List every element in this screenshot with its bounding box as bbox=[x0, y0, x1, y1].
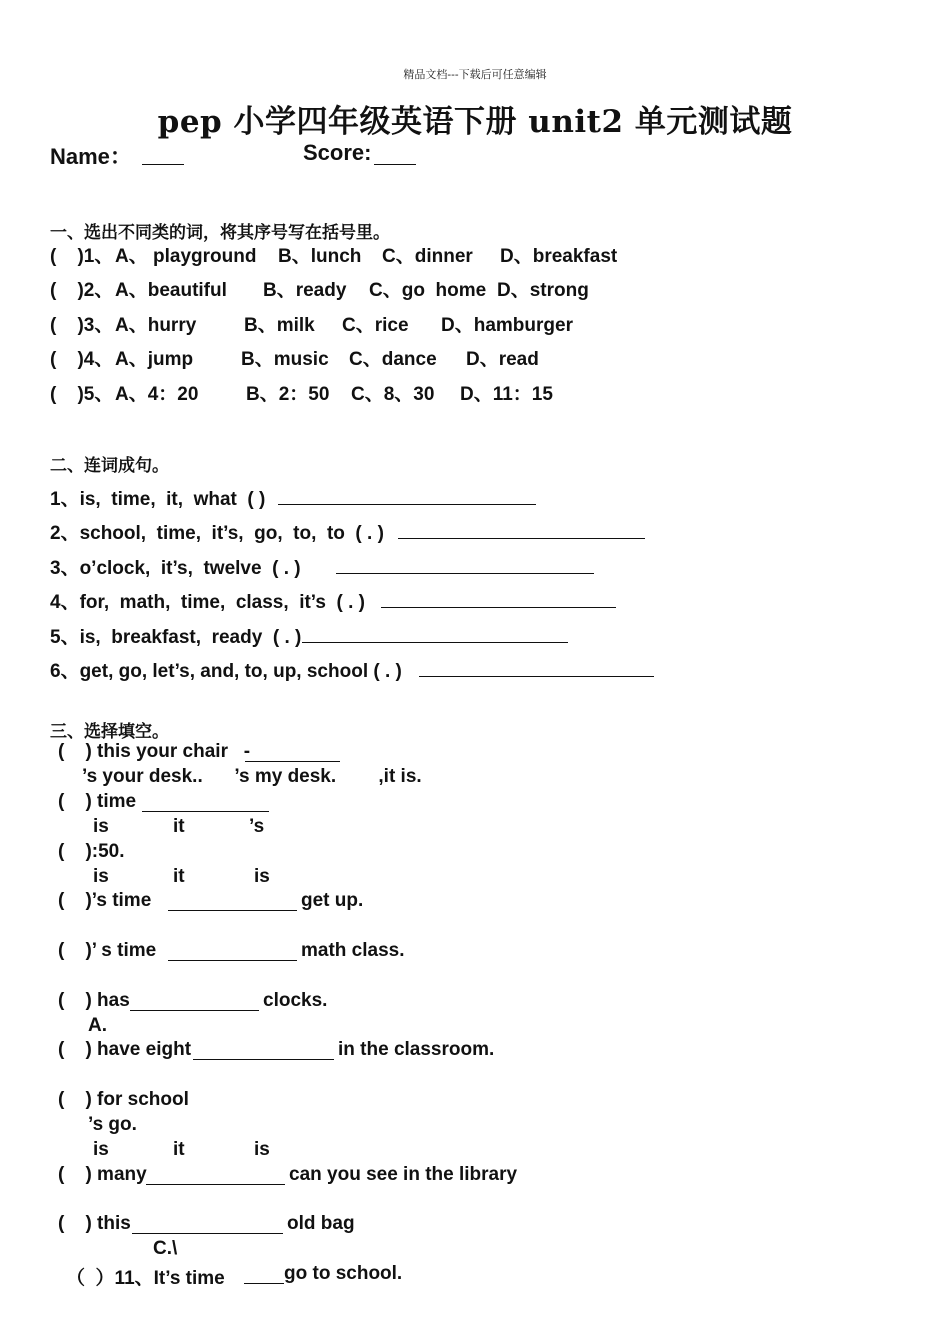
answer-line[interactable] bbox=[419, 676, 654, 677]
item-number: ( )2、 bbox=[50, 280, 114, 301]
option-d: D、read bbox=[466, 349, 539, 370]
answer-line[interactable] bbox=[302, 642, 568, 643]
option-c: is bbox=[254, 866, 270, 887]
answer-line[interactable] bbox=[245, 761, 340, 762]
reorder-question: 2、school, time, it’s, go, to, to ( . ) bbox=[50, 523, 384, 544]
option-b: it bbox=[173, 816, 185, 837]
reorder-question: 3、o’clock, it’s, twelve ( . ) bbox=[50, 558, 301, 579]
choice-question: ( )’s time bbox=[58, 890, 152, 911]
header-note: 精品文档---下载后可任意编辑 bbox=[403, 68, 547, 81]
reorder-question: 5、is, breakfast, ready ( . ) bbox=[50, 627, 302, 648]
answer-line[interactable] bbox=[336, 573, 594, 574]
option-a: A、hurry bbox=[115, 315, 197, 336]
option-b: B、milk bbox=[244, 315, 315, 336]
option-b: B、music bbox=[241, 349, 329, 370]
choice-question: ( )’ s time bbox=[58, 940, 157, 961]
option-a: A. bbox=[88, 1015, 107, 1036]
option-d: D、strong bbox=[497, 280, 589, 301]
option-c: C.\ bbox=[153, 1238, 178, 1259]
option-a: is bbox=[93, 816, 109, 837]
option-b: it bbox=[173, 866, 185, 887]
answer-line[interactable] bbox=[132, 1233, 283, 1234]
choice-question: ( ) for school bbox=[58, 1089, 189, 1110]
choice-question: ( ) many bbox=[58, 1164, 147, 1185]
item-number: ( )3、 bbox=[50, 315, 114, 336]
choice-question-end: old bag bbox=[287, 1213, 355, 1234]
answer-line[interactable] bbox=[168, 960, 297, 961]
choice-question: ( ):50. bbox=[58, 841, 125, 862]
section1-heading: 一、选出不同类的词，将其序号写在括号里。 bbox=[50, 223, 390, 243]
choice-question: （ ）11、It’s time bbox=[66, 1268, 225, 1289]
option-c: C、rice bbox=[342, 315, 409, 336]
choice-question: ( ) time bbox=[58, 791, 137, 812]
choice-options: ’s your desk.. ’s my desk. ,it is. bbox=[82, 766, 422, 787]
choice-question-end: get up. bbox=[301, 890, 364, 911]
option-a: is bbox=[93, 1139, 109, 1160]
option-a: A、beautiful bbox=[115, 280, 227, 301]
answer-line[interactable] bbox=[168, 910, 297, 911]
choice-question-end: go to school. bbox=[284, 1263, 403, 1284]
option-c: is bbox=[254, 1139, 270, 1160]
answer-line[interactable] bbox=[244, 1283, 284, 1284]
option-a: is bbox=[93, 866, 109, 887]
option-c: C、go home bbox=[369, 280, 487, 301]
answer-line[interactable] bbox=[381, 607, 616, 608]
item-number: ( )1、 bbox=[50, 246, 114, 267]
item-number: ( )4、 bbox=[50, 349, 114, 370]
option-b: B、2：50 bbox=[246, 384, 330, 405]
answer-line[interactable] bbox=[146, 1184, 285, 1185]
answer-line[interactable] bbox=[278, 504, 536, 505]
reorder-question: 6、get, go, let’s, and, to, up, school ( . ) bbox=[50, 661, 402, 682]
answer-line[interactable] bbox=[142, 811, 269, 812]
option-b: B、ready bbox=[263, 280, 347, 301]
option-a: A、jump bbox=[115, 349, 194, 370]
option-b: B、lunch bbox=[278, 246, 362, 267]
answer-line[interactable] bbox=[398, 538, 645, 539]
choice-question-end: in the classroom. bbox=[338, 1039, 495, 1060]
page-title: pep 小学四年级英语下册 unit2 单元测试题 bbox=[157, 104, 793, 140]
score-label: Score: bbox=[303, 140, 372, 165]
choice-question-end: can you see in the library bbox=[289, 1164, 518, 1185]
option-a: A、4：20 bbox=[115, 384, 199, 405]
option-a: A、 playground bbox=[115, 246, 257, 267]
choice-question: ( ) this bbox=[58, 1213, 131, 1234]
choice-question-end: math class. bbox=[301, 940, 405, 961]
option-b: it bbox=[173, 1139, 185, 1160]
option-c: C、dinner bbox=[382, 246, 473, 267]
name-blank[interactable] bbox=[142, 164, 184, 165]
option-d: D、11：15 bbox=[460, 384, 553, 405]
score-blank[interactable] bbox=[374, 164, 416, 165]
item-number: ( )5、 bbox=[50, 384, 114, 405]
section3-heading: 三、选择填空。 bbox=[50, 722, 169, 742]
answer-line[interactable] bbox=[130, 1010, 259, 1011]
section2-heading: 二、连词成句。 bbox=[50, 456, 169, 476]
choice-options: ’s go. bbox=[88, 1114, 137, 1135]
option-d: D、hamburger bbox=[441, 315, 573, 336]
choice-question-end: clocks. bbox=[263, 990, 328, 1011]
choice-question: ( ) has bbox=[58, 990, 130, 1011]
reorder-question: 4、for, math, time, class, it’s ( . ) bbox=[50, 592, 365, 613]
option-c: C、dance bbox=[349, 349, 437, 370]
choice-question: ( ) have eight bbox=[58, 1039, 192, 1060]
option-d: D、breakfast bbox=[500, 246, 618, 267]
option-c: C、8、30 bbox=[351, 384, 435, 405]
choice-question: ( ) this your chair - bbox=[58, 741, 251, 762]
reorder-question: 1、is, time, it, what ( ) bbox=[50, 489, 266, 510]
answer-line[interactable] bbox=[193, 1059, 334, 1060]
name-label: Name： bbox=[50, 144, 132, 169]
option-c: ’s bbox=[249, 816, 265, 837]
